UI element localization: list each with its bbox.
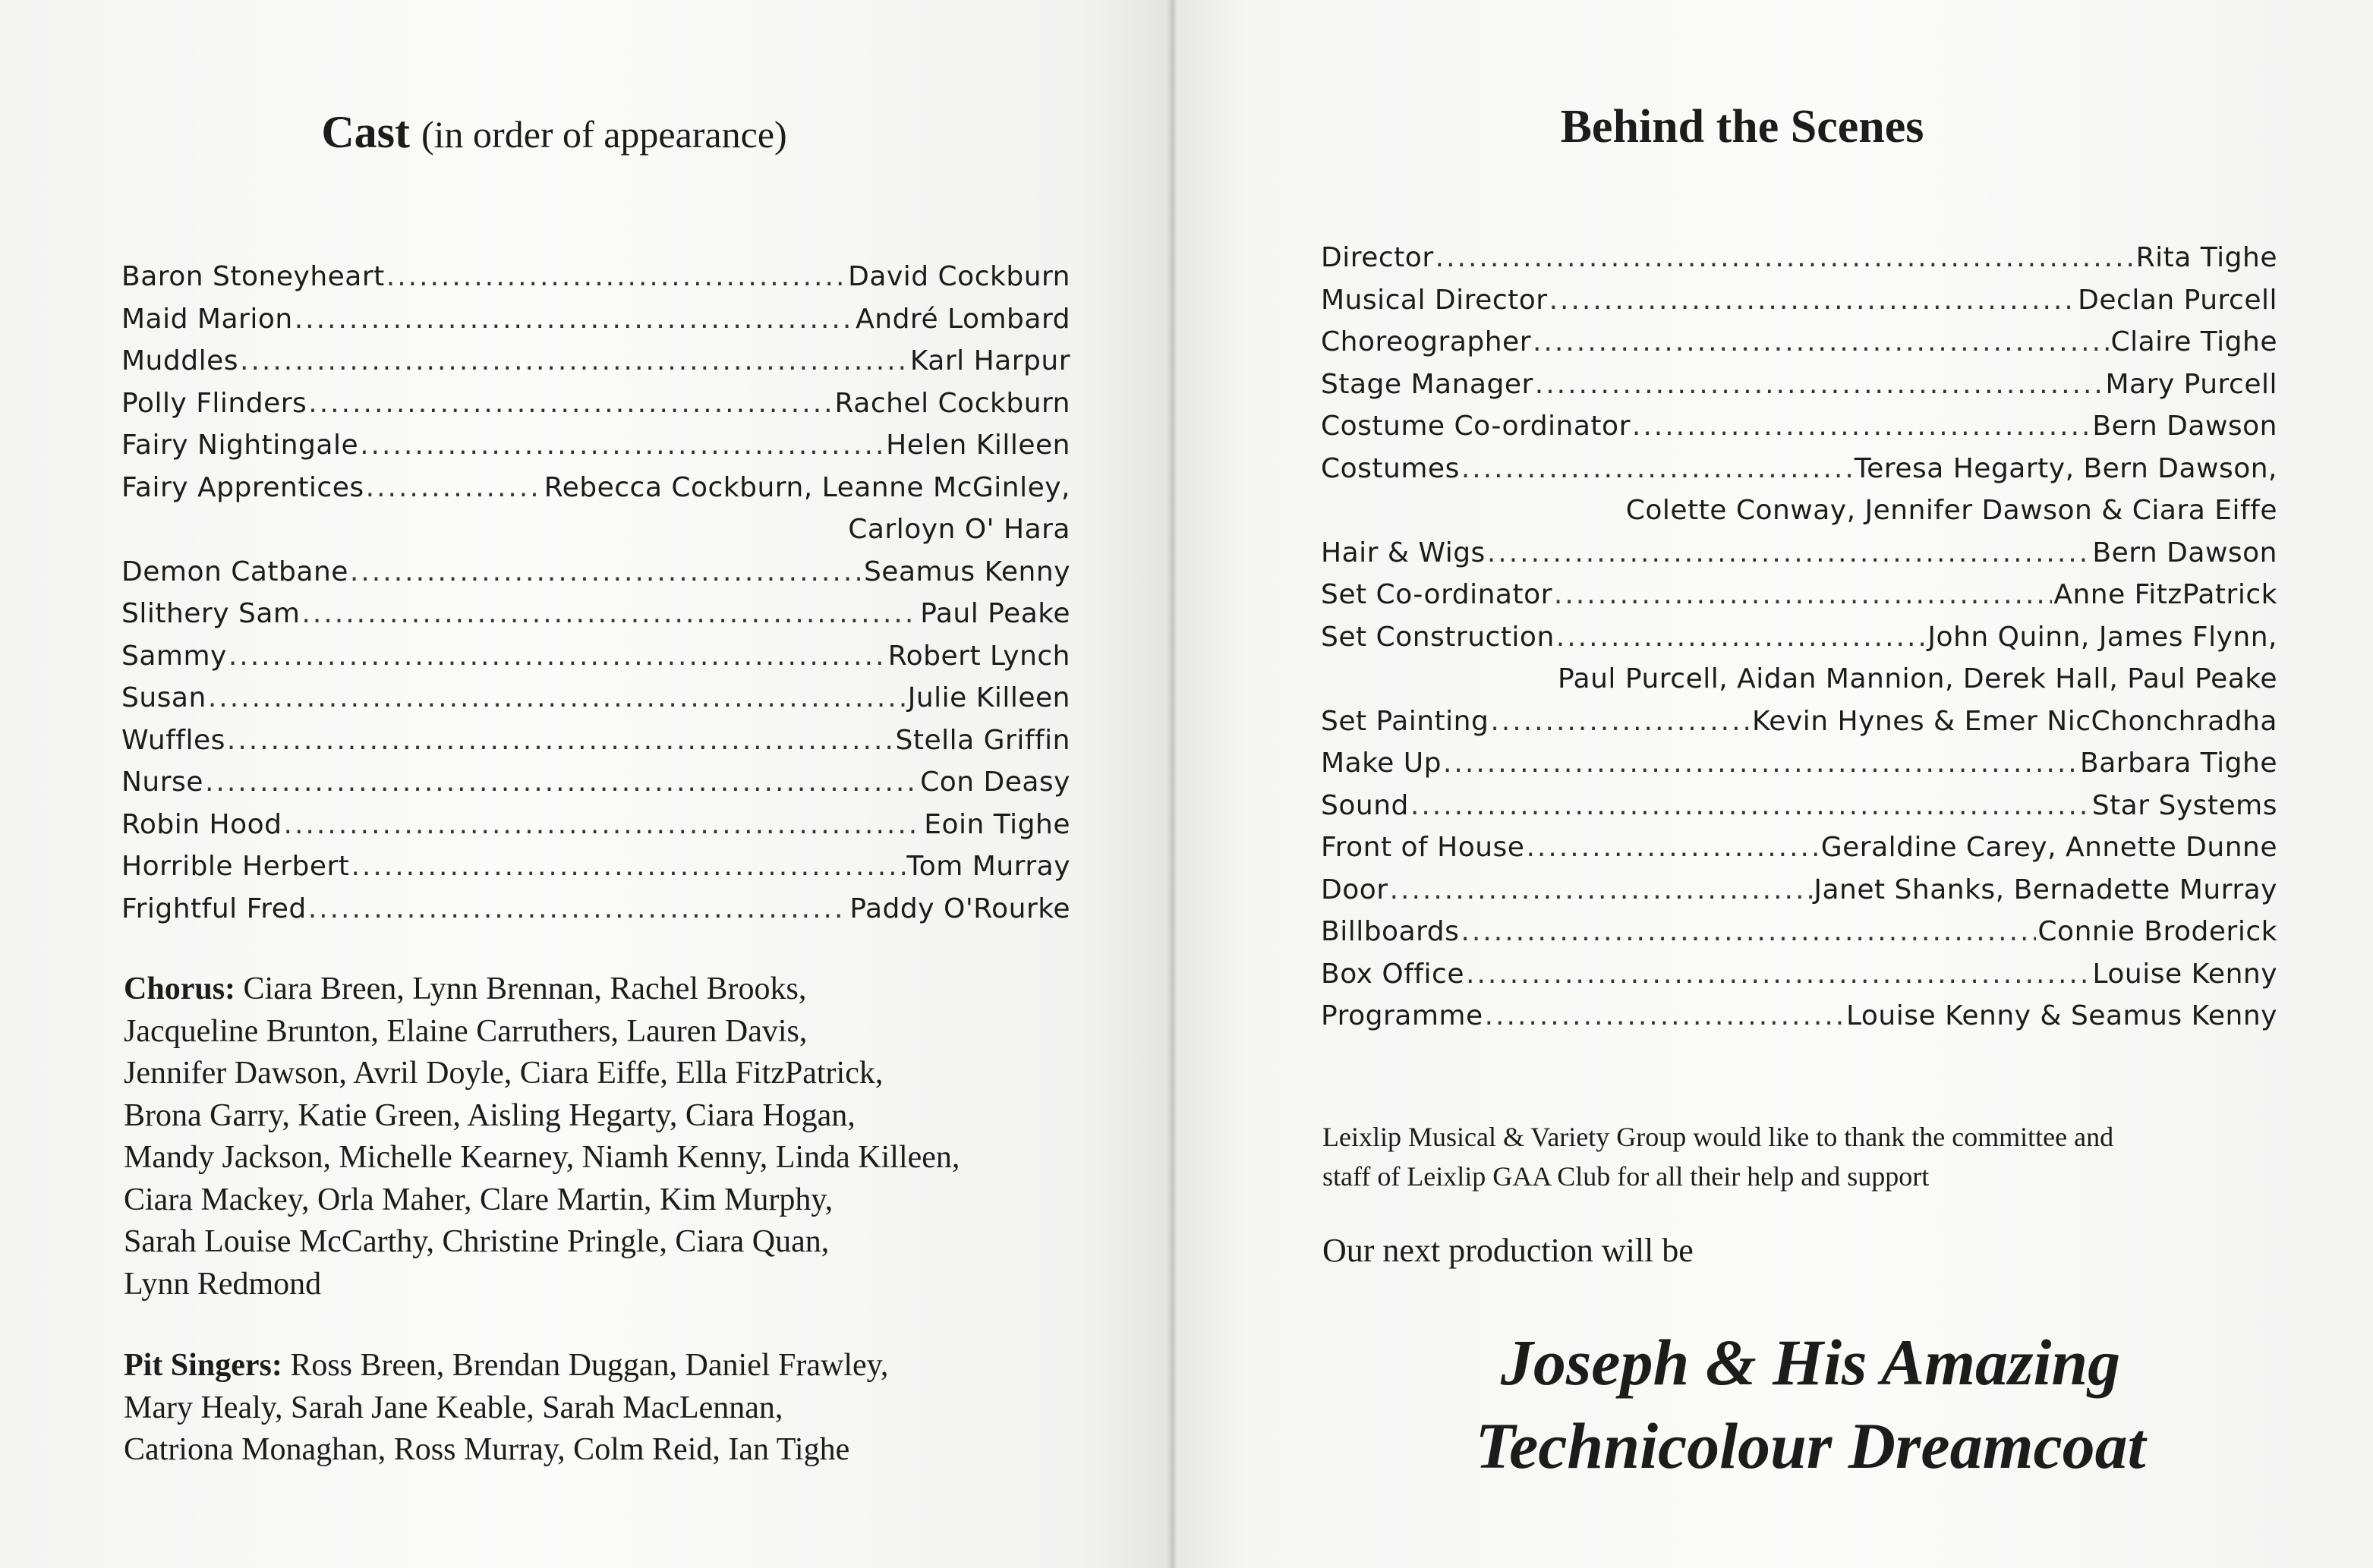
cast-entry — [121, 845, 1070, 888]
crew-role: Box Office — [1321, 958, 1464, 990]
cast-role: Wuffles — [121, 724, 225, 756]
pit-singers-line: Catriona Monaghan, Ross Murray, Colm Reid, Ian Tighe — [124, 1432, 850, 1467]
crew-name: John Quinn, James Flynn, — [1927, 621, 2277, 653]
dot-leader — [1535, 364, 2104, 406]
crew-entry — [1321, 785, 2277, 827]
dot-leader — [1435, 237, 2135, 279]
crew-role: Musical Director — [1321, 284, 1548, 316]
dot-leader — [1554, 574, 2052, 616]
crew-entry — [1321, 364, 2277, 406]
cast-role: Slithery Sam — [121, 598, 301, 629]
dot-leader — [1526, 827, 1819, 869]
cast-role: Fairy Nightingale — [121, 430, 359, 461]
cast-entry — [121, 804, 1070, 846]
cast-actor: David Cockburn — [848, 261, 1070, 292]
crew-name: Bern Dawson — [2092, 537, 2277, 568]
dot-leader — [386, 256, 846, 298]
crew-name: Teresa Hegarty, Bern Dawson, — [1854, 452, 2277, 484]
crew-role: Set Construction — [1321, 621, 1555, 653]
crew-role: Hair & Wigs — [1321, 537, 1486, 568]
cast-role: Horrible Herbert — [121, 851, 350, 882]
chorus-line: Brona Garry, Katie Green, Aisling Hegarty, Ciara Hogan, — [124, 1097, 856, 1133]
cast-entry — [121, 424, 1070, 467]
cast-actor: Con Deasy — [920, 767, 1070, 798]
cast-actor: Helen Killeen — [886, 430, 1070, 461]
dot-leader — [1490, 701, 1751, 743]
crew-name: Geraldine Carey, Annette Dunne — [1820, 832, 2277, 863]
crew-role: Director — [1321, 242, 1434, 273]
crew-entry — [1321, 869, 2277, 912]
crew-name: Bern Dawson — [2092, 411, 2277, 442]
crew-role: Door — [1321, 874, 1388, 905]
chorus-names: Ciara Breen, Lynn Brennan, Rachel Brooks, — [243, 971, 807, 1006]
dot-leader — [350, 551, 862, 594]
cast-list — [121, 256, 1070, 930]
cast-role: Demon Catbane — [121, 556, 348, 587]
cast-entry — [121, 761, 1070, 804]
crew-entry — [1321, 911, 2277, 953]
chorus-section — [124, 968, 1073, 1305]
crew-list — [1321, 237, 2277, 1037]
behind-the-scenes-heading: Behind the Scenes — [1560, 101, 1924, 153]
dot-leader — [1485, 995, 1845, 1037]
pit-singers-label: Pit Singers: — [124, 1348, 282, 1383]
crew-name: Claire Tighe — [2110, 326, 2277, 357]
crew-name: Star Systems — [2091, 789, 2277, 821]
chorus-line: Lynn Redmond — [124, 1266, 322, 1302]
dot-leader — [366, 467, 543, 509]
chorus-line: Ciara Mackey, Orla Maher, Clare Martin, Kim Murphy, — [124, 1182, 834, 1217]
cast-actor: Tom Murray — [906, 851, 1070, 882]
cast-entry — [121, 593, 1070, 635]
cast-role: Baron Stoneyheart — [121, 261, 385, 292]
next-production-title-line: Joseph & His Amazing — [1500, 1326, 2121, 1399]
cast-role: Nurse — [121, 767, 203, 798]
crew-role: Set Co-ordinator — [1321, 579, 1552, 610]
thanks-line: Leixlip Musical & Variety Group would like to thank the committee and — [1322, 1122, 2114, 1152]
crew-role: Choreographer — [1321, 326, 1531, 357]
cast-actor: Eoin Tighe — [924, 808, 1070, 840]
thanks-note — [1322, 1117, 2271, 1196]
dot-leader — [1461, 448, 1853, 490]
dot-leader — [1461, 911, 2036, 953]
next-production-title — [1325, 1321, 2296, 1488]
chorus-label: Chorus: — [124, 971, 236, 1006]
crew-entry — [1321, 405, 2277, 448]
cast-entry — [121, 467, 1070, 509]
cast-actor: Karl Harpur — [909, 345, 1070, 376]
dot-leader — [295, 298, 854, 341]
chorus-line: Jennifer Dawson, Avril Doyle, Ciara Eiffe, Ella FitzPatrick, — [124, 1056, 884, 1091]
cast-heading — [175, 106, 934, 159]
cast-entry — [121, 298, 1070, 341]
chorus-line: Mandy Jackson, Michelle Kearney, Niamh Kenny, Linda Killeen, — [124, 1140, 960, 1175]
crew-name: Barbara Tighe — [2080, 748, 2277, 779]
cast-entry — [121, 677, 1070, 719]
crew-name: Louise Kenny — [2092, 958, 2277, 990]
cast-entry — [121, 383, 1070, 425]
left-page — [0, 0, 1173, 1568]
crew-name: Declan Purcell — [2078, 284, 2277, 316]
dot-leader — [1487, 532, 2091, 575]
dot-leader — [228, 635, 887, 678]
cast-role: Fairy Apprentices — [121, 471, 364, 503]
crew-role: Make Up — [1321, 748, 1442, 779]
dot-leader — [284, 804, 923, 846]
pit-singers-line — [124, 1345, 1073, 1387]
crew-role: Costume Co-ordinator — [1321, 411, 1631, 442]
next-production-title-line: Technicolour Dreamcoat — [1475, 1409, 2146, 1482]
cast-actor-continuation: Carloyn O' Hara — [848, 514, 1070, 545]
thanks-line: staff of Leixlip GAA Club for all their help and support — [1322, 1161, 1930, 1192]
crew-name-continuation: Colette Conway, Jennifer Dawson & Ciara Eiffe — [1625, 495, 2277, 526]
dot-leader — [308, 383, 833, 425]
crew-entry — [1321, 321, 2277, 364]
cast-role: Muddles — [121, 345, 238, 376]
crew-name: Kevin Hynes & Emer NicChonchradha — [1751, 705, 2277, 737]
crew-name: Louise Kenny & Seamus Kenny — [1845, 1000, 2277, 1031]
crew-name: Rita Tighe — [2135, 242, 2277, 273]
cast-actor: Paddy O'Rourke — [849, 893, 1070, 924]
dot-leader — [308, 888, 849, 930]
cast-entry — [121, 635, 1070, 678]
cast-role: Polly Flinders — [121, 387, 307, 419]
pit-singers-line: Mary Healy, Sarah Jane Keable, Sarah MacLennan, — [124, 1390, 783, 1425]
crew-name: Janet Shanks, Bernadette Murray — [1814, 874, 2277, 905]
crew-name-continuation: Paul Purcell, Aidan Mannion, Derek Hall, Paul Peake — [1557, 663, 2277, 694]
crew-entry — [1321, 701, 2277, 743]
dot-leader — [240, 340, 909, 383]
dot-leader — [227, 719, 894, 762]
next-production-intro: Our next production will be — [1322, 1232, 1694, 1269]
dot-leader — [301, 593, 919, 635]
dot-leader — [1549, 279, 2077, 322]
crew-name: Mary Purcell — [2105, 368, 2277, 400]
crew-role: Sound — [1321, 789, 1409, 821]
cast-role: Susan — [121, 682, 206, 713]
cast-actor: Rachel Cockburn — [834, 387, 1070, 419]
dot-leader — [1556, 616, 1927, 659]
dot-leader — [360, 424, 884, 467]
crew-entry — [1321, 279, 2277, 322]
crew-role: Stage Manager — [1321, 368, 1533, 400]
dot-leader — [1533, 321, 2109, 364]
page-fold — [1167, 0, 1177, 1568]
cast-role: Robin Hood — [121, 808, 282, 840]
cast-actor: Paul Peake — [920, 598, 1070, 629]
crew-entry — [1321, 616, 2277, 659]
crew-name: Connie Broderick — [2037, 916, 2277, 947]
cast-title: Cast — [321, 107, 411, 157]
crew-name: Anne FitzPatrick — [2053, 579, 2277, 610]
crew-entry — [1321, 827, 2277, 869]
cast-role: Sammy — [121, 640, 227, 672]
dot-leader — [1466, 953, 2091, 996]
cast-actor: Stella Griffin — [895, 724, 1070, 756]
cast-entry — [121, 340, 1070, 383]
cast-subtitle: (in order of appearance) — [421, 113, 787, 156]
crew-entry — [1321, 742, 2277, 785]
cast-actor: Robert Lynch — [887, 640, 1070, 672]
crew-entry — [1321, 995, 2277, 1037]
crew-entry — [1321, 574, 2277, 616]
cast-actor: Rebecca Cockburn, Leanne McGinley, — [544, 471, 1070, 503]
dot-leader — [1443, 742, 2078, 785]
crew-entry — [1321, 448, 2277, 490]
dot-leader — [351, 845, 905, 888]
crew-entry — [1321, 953, 2277, 996]
cast-role: Maid Marion — [121, 303, 293, 335]
cast-actor: Julie Killeen — [907, 682, 1070, 713]
crew-role: Programme — [1321, 1000, 1483, 1031]
dot-leader — [1410, 785, 2091, 827]
pit-singers-names: Ross Breen, Brendan Duggan, Daniel Frawley, — [290, 1348, 889, 1383]
crew-role: Front of House — [1321, 832, 1525, 863]
dot-leader — [1632, 405, 2091, 448]
chorus-line: Sarah Louise McCarthy, Christine Pringle, Ciara Quan, — [124, 1224, 830, 1259]
dot-leader — [1390, 869, 1813, 912]
crew-role: Costumes — [1321, 452, 1460, 484]
crew-role: Set Painting — [1321, 705, 1489, 737]
pit-singers-section — [124, 1345, 1073, 1472]
cast-entry — [121, 551, 1070, 594]
cast-entry — [121, 256, 1070, 298]
chorus-line — [124, 968, 1073, 1011]
crew-entry — [1321, 237, 2277, 279]
dot-leader — [205, 761, 919, 804]
crew-entry — [1321, 532, 2277, 575]
cast-role: Frightful Fred — [121, 893, 307, 924]
cast-entry — [121, 719, 1070, 762]
crew-role: Billboards — [1321, 916, 1460, 947]
cast-actor: André Lombard — [856, 303, 1070, 335]
cast-entry — [121, 888, 1070, 930]
chorus-line: Jacqueline Brunton, Elaine Carruthers, Lauren Davis, — [124, 1013, 808, 1049]
dot-leader — [208, 677, 906, 719]
cast-actor: Seamus Kenny — [863, 556, 1070, 587]
